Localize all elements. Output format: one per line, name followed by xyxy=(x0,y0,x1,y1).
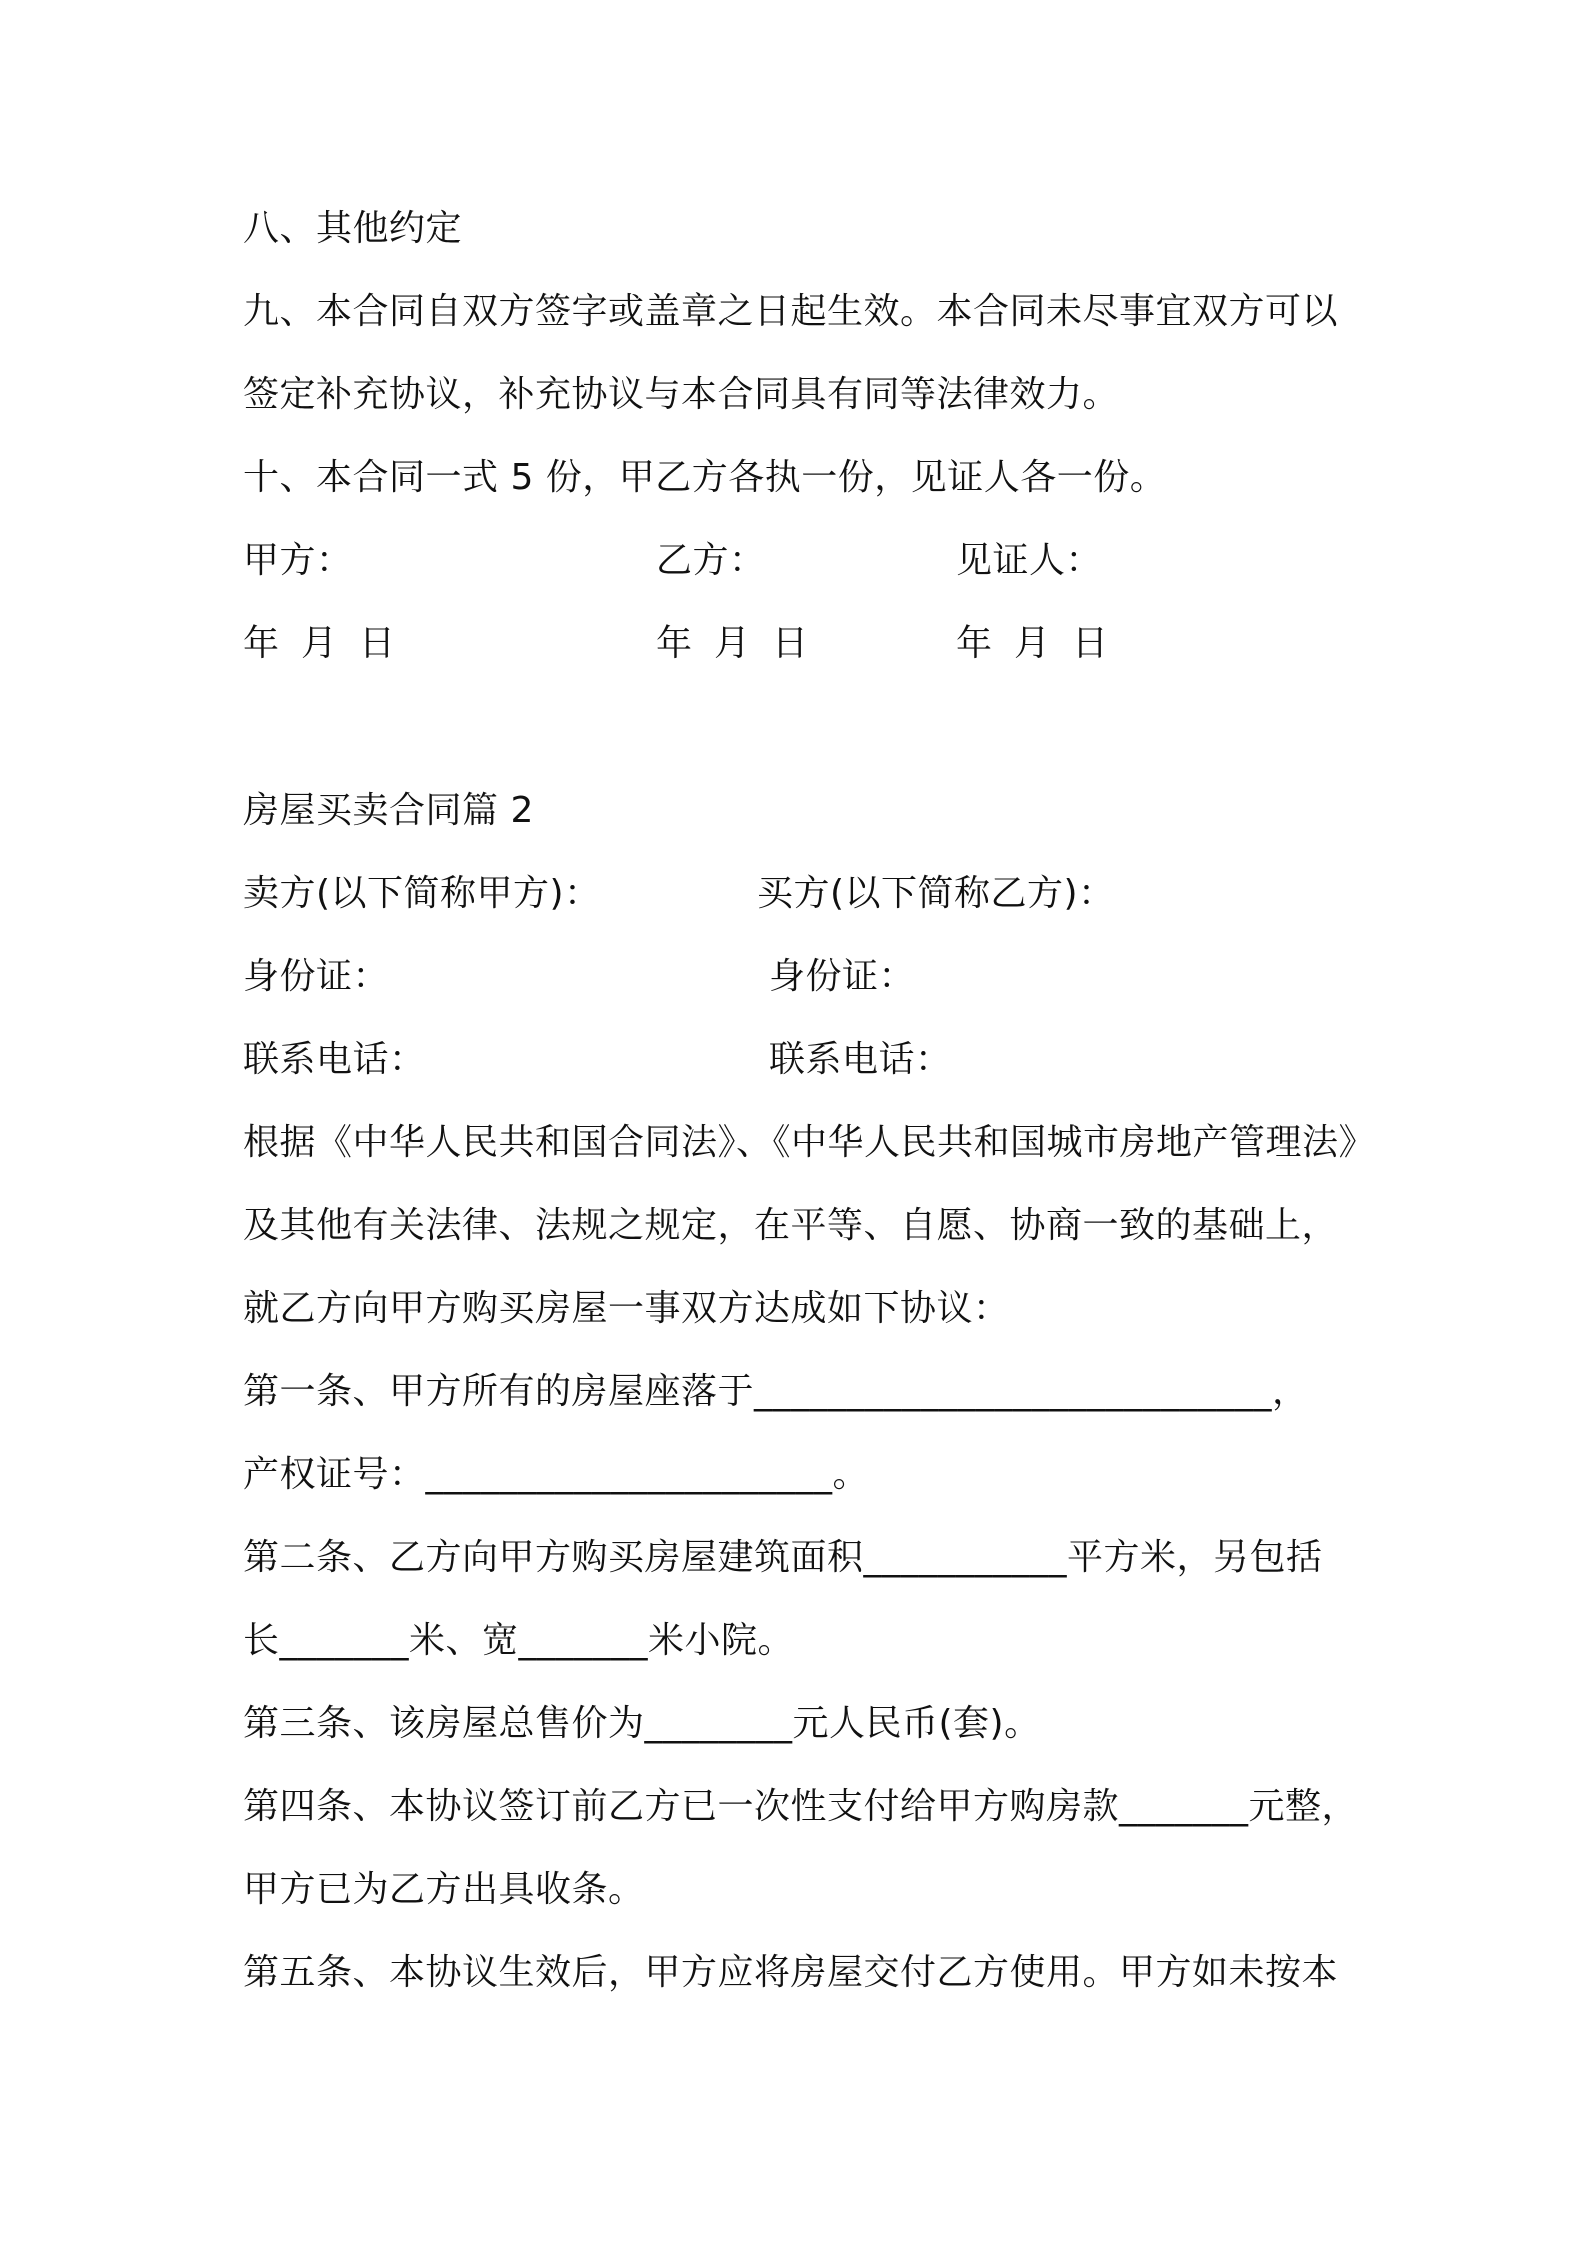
article-2-line-2: 长_______米、宽_______米小院。 xyxy=(243,1620,795,1661)
preamble-line-2: 及其他有关法律、法规之规定，在平等、自愿、协商一致的基础上， xyxy=(243,1205,1339,1246)
section-2-title: 房屋买卖合同篇 2 xyxy=(243,790,534,831)
clause-8: 八、其他约定 xyxy=(243,208,463,249)
article-4-line-1: 第四条、本协议签订前乙方已一次性支付给甲方购房款_______元整， xyxy=(243,1786,1359,1827)
preamble-line-1: 根据《中华人民共和国合同法》、《中华人民共和国城市房地产管理法》 xyxy=(243,1122,1376,1163)
signature-party-a: 甲方： xyxy=(243,540,353,581)
date-day: 日 xyxy=(772,623,809,664)
date-day: 日 xyxy=(359,623,396,664)
article-1-line-1: 第一条、甲方所有的房屋座落于____________________________， xyxy=(243,1371,1309,1412)
date-party-a xyxy=(243,620,395,668)
seller-label: 卖方(以下简称甲方)： xyxy=(243,873,601,914)
date-party-b xyxy=(656,620,808,668)
clause-9-line-1: 九、本合同自双方签字或盖章之日起生效。本合同未尽事宜双方可以 xyxy=(243,291,1339,332)
date-year: 年 xyxy=(656,623,693,664)
seller-id-label: 身份证： xyxy=(243,956,390,997)
date-month: 月 xyxy=(1014,623,1051,664)
article-5-line-1: 第五条、本协议生效后，甲方应将房屋交付乙方使用。甲方如未按本 xyxy=(243,1952,1339,1993)
buyer-phone-label: 联系电话： xyxy=(769,1039,952,1080)
article-2-line-1: 第二条、乙方向甲方购买房屋建筑面积___________平方米，另包括 xyxy=(243,1537,1323,1578)
article-4-line-2: 甲方已为乙方出具收条。 xyxy=(243,1869,645,1910)
signature-party-b: 乙方： xyxy=(656,540,766,581)
clause-10: 十、本合同一式 5 份，甲乙方各执一份，见证人各一份。 xyxy=(243,457,1167,498)
buyer-id-label: 身份证： xyxy=(769,956,916,997)
date-month: 月 xyxy=(714,623,751,664)
date-day: 日 xyxy=(1072,623,1109,664)
buyer-label: 买方(以下简称乙方)： xyxy=(757,873,1115,914)
article-1-line-2: 产权证号：______________________。 xyxy=(243,1454,870,1495)
preamble-line-3: 就乙方向甲方购买房屋一事双方达成如下协议： xyxy=(243,1288,1010,1329)
date-witness xyxy=(956,620,1108,668)
seller-phone-label: 联系电话： xyxy=(243,1039,426,1080)
date-month: 月 xyxy=(301,623,338,664)
article-3: 第三条、该房屋总售价为________元人民币(套)。 xyxy=(243,1703,1041,1744)
clause-9-line-2: 签定补充协议，补充协议与本合同具有同等法律效力。 xyxy=(243,374,1120,415)
date-year: 年 xyxy=(243,623,280,664)
date-year: 年 xyxy=(956,623,993,664)
signature-witness: 见证人： xyxy=(956,540,1103,581)
